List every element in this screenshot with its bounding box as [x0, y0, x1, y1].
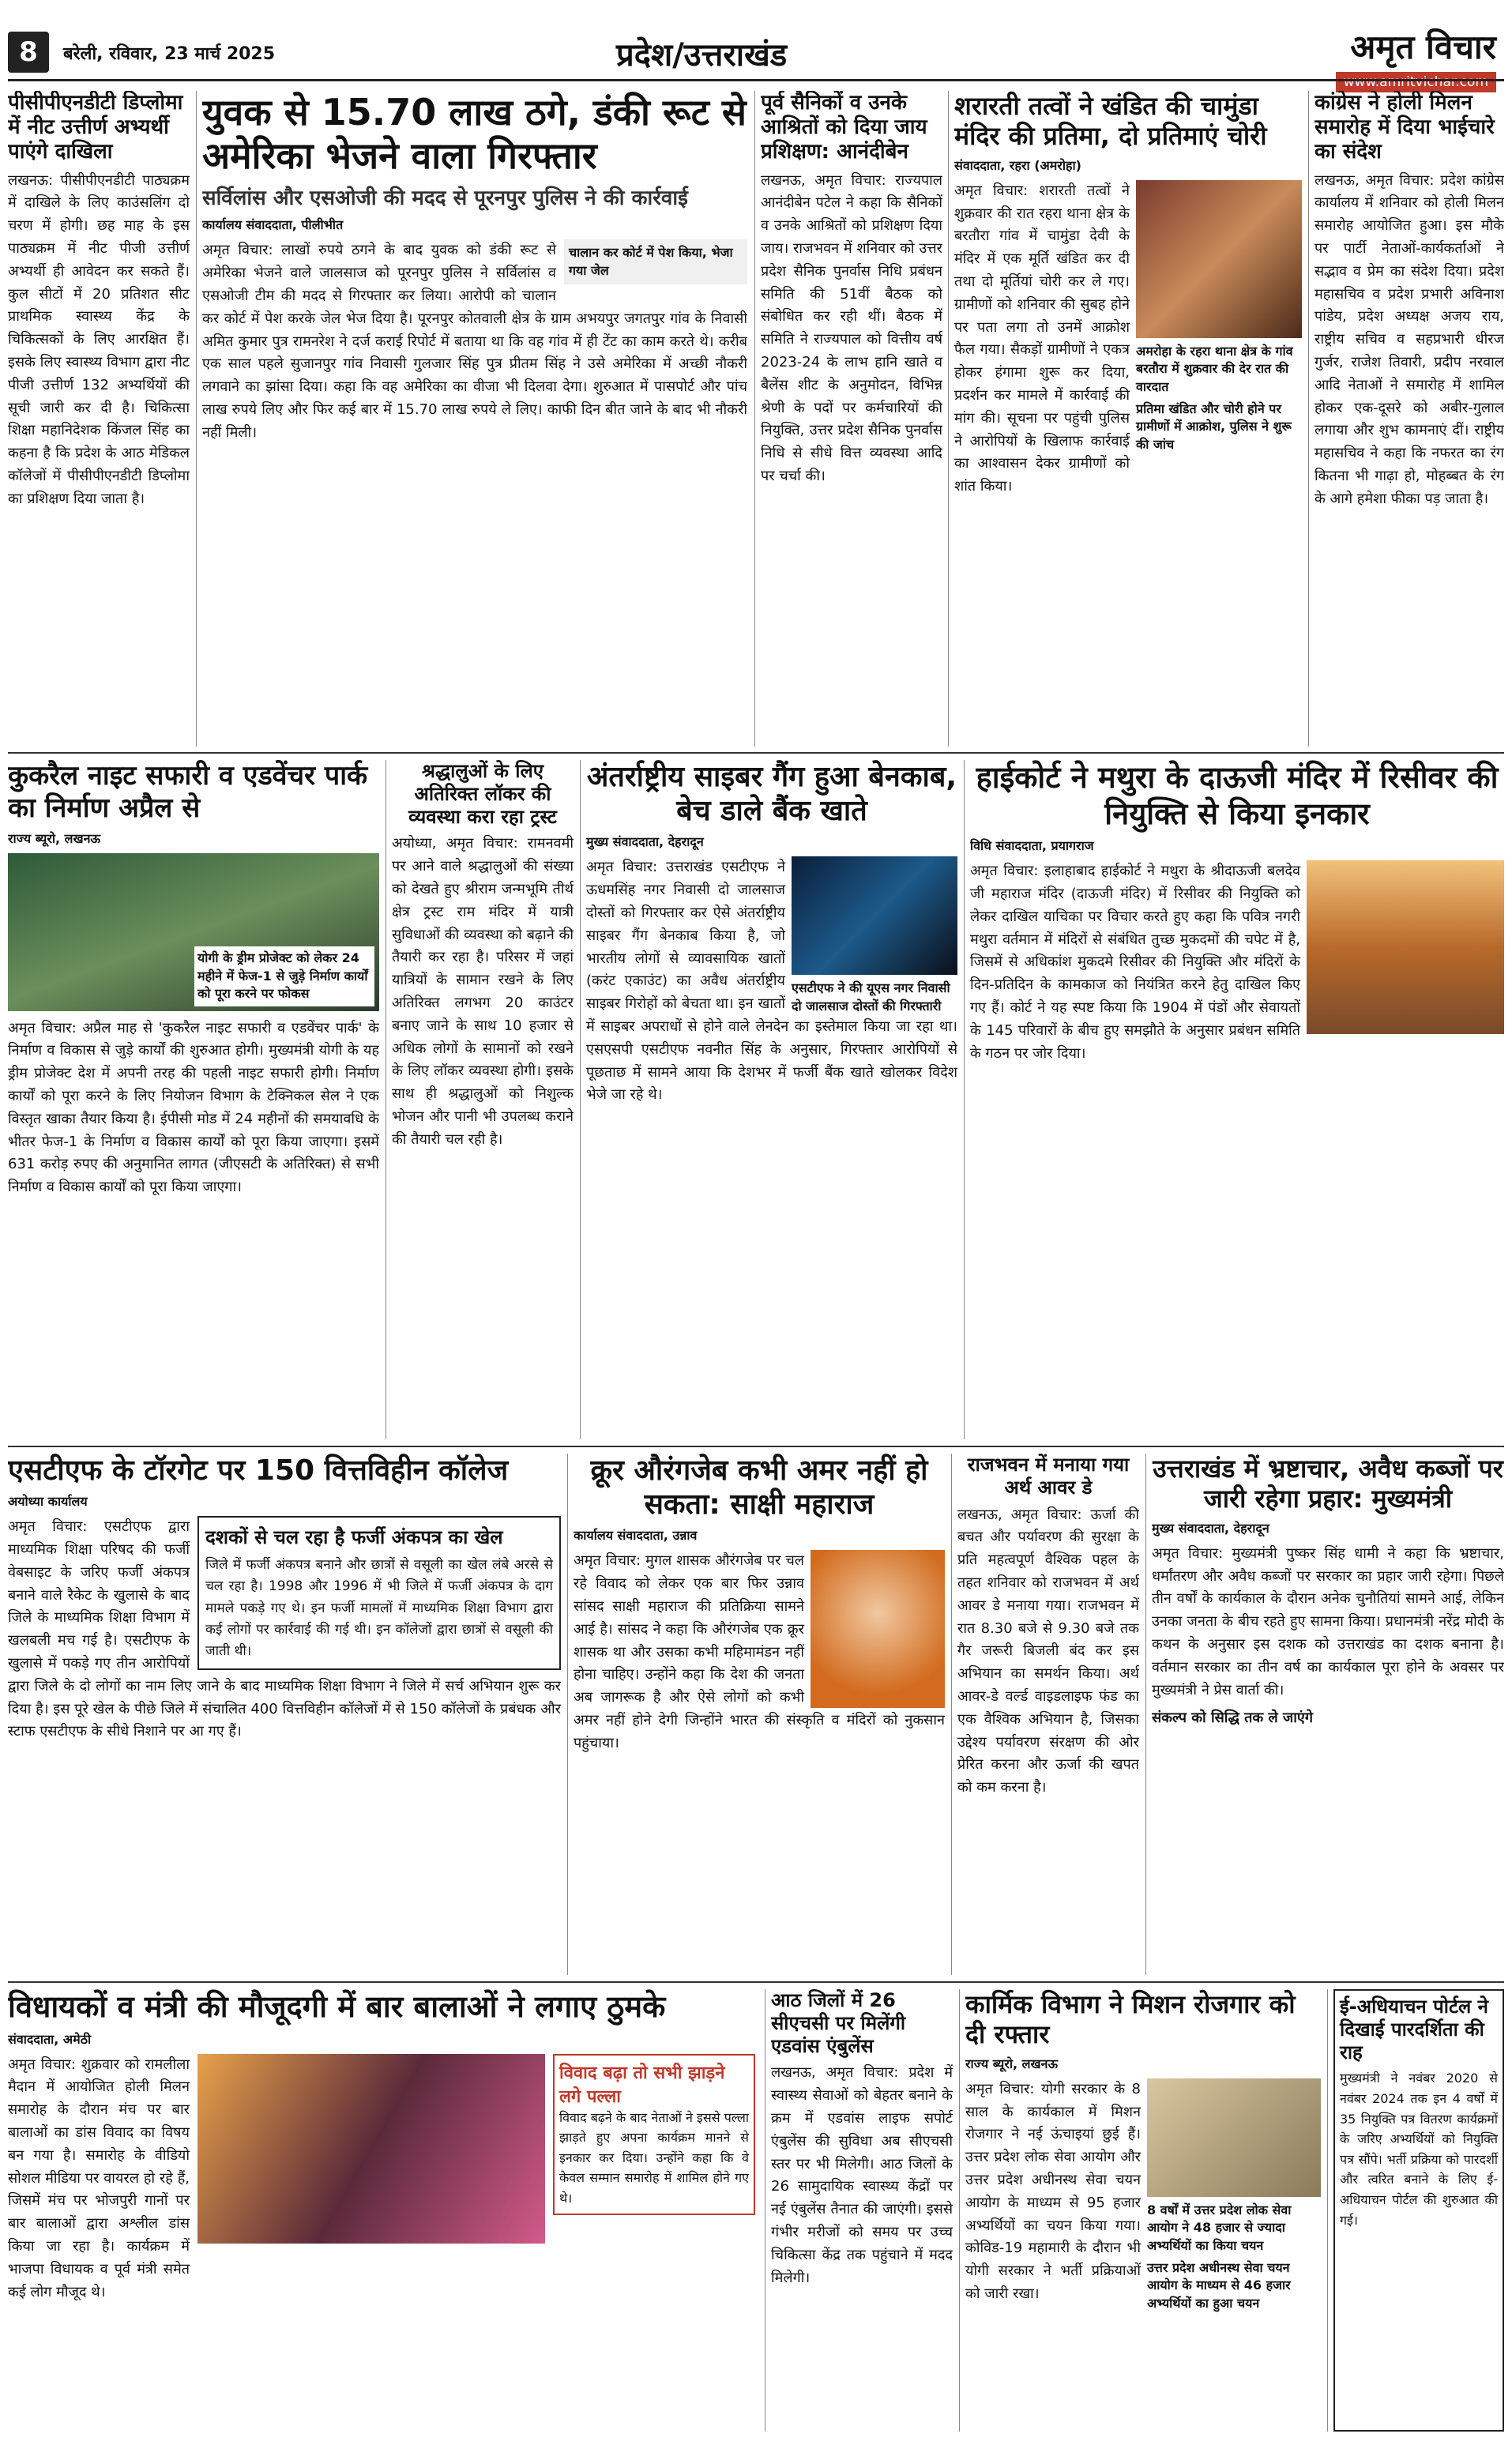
- box-body: विवाद बढ़ने के बाद नेताओं ने इससे पल्ला झाड़ते हुए अपना कार्यक्रम मानने से इनकार कर दिया। उन्होंने कहा कि वे केवल सम्मान समारोह में शामिल होने गए थे।: [559, 2109, 749, 2206]
- story-cyber: [586, 760, 957, 1439]
- story-trust: [392, 760, 574, 1439]
- photo-block: [1136, 180, 1302, 453]
- column-divider: [959, 1989, 960, 2432]
- headline: ई-अधियाचन पोर्टल ने दिखाई पारदर्शिता की राह: [1340, 1995, 1488, 2063]
- byline: कार्यालय संवाददाता, उन्नाव: [574, 1528, 698, 1544]
- byline: कार्यालय संवाददाता, पीलीभीत: [202, 217, 344, 233]
- story-body: अमृत विचार: मुगल शासक औरंगजेब पर चल रहे विवाद को लेकर एक बार फिर उन्नाव सांसद साक्षी महाराज की प्रतिक्रिया सामने आई है। सांसद ने कहा कि औरंगजेब एक क्रूर शासक था और उसका कभी महिमामंडन नहीं होना चाहिए। उन्होंने कहा कि देश की जनता अब जागरूक है और ऐसे लोगों को कभी अमर नहीं होने देगी जिन्होंने भारत की संस्कृति व मंदिरों को नुकसान पहुंचाया।: [574, 1552, 945, 1751]
- box-title: विवाद बढ़ा तो सभी झाड़ने लगे पल्ला: [559, 2063, 725, 2107]
- caption: एसटीएफ ने की यूएस नगर निवासी दो जालसाज दोस्तों की गिरफ्तारी: [792, 980, 950, 1014]
- brand-logo: अमृत विचार: [1350, 28, 1496, 66]
- story-earth-hour: [957, 1454, 1139, 1975]
- headline: राजभवन में मनाया गया अर्थ आवर डे: [967, 1454, 1130, 1499]
- column-divider: [580, 760, 581, 1439]
- story-kukrail: [8, 760, 379, 1439]
- byline: मुख्य संवाददाता, देहरादून: [1152, 1520, 1269, 1536]
- headline: एसटीएफ के टॉरगेट पर 150 वित्तविहीन कॉलेज: [8, 1454, 509, 1487]
- caption-box: [194, 946, 374, 1006]
- sidebar-box: [553, 2054, 755, 2215]
- column-divider: [1308, 91, 1309, 747]
- story-neet: [8, 91, 190, 747]
- story-body: अमृत विचार: इलाहाबाद हाईकोर्ट ने मथुरा के श्रीदाऊजी बलदेव जी महाराज मंदिर (दाऊजी मंदिर) में रिसीवर की नियुक्ति को लेकर दाखिल याचिका पर विचार करते हुए कहा कि पवित्र नगरी मथुरा वर्तमान में मंदिरों से संबंधित तुच्छ मुकदमों की चपेट में है, जिसमें से अधिकांश मुकदमे रिसीवर की नियुक्ति और मंदिरों के दिन-प्रतिदिन के कामकाज को नियंत्रित करने हेतु दाखिल किए गए हैं। कोर्ट ने यह स्पष्ट किया कि 1904 में पंडों और सेवायतों के 145 परिवारों के बीच हुए समझौते के अनुसार प्रबंधन समिति के गठन पर जोर दिया।: [970, 863, 1300, 1062]
- column-divider: [567, 1454, 568, 1975]
- story-body: अमृत विचार: मुख्यमंत्री पुष्कर सिंह धामी ने कहा कि भ्रष्टाचार, धर्मांतरण और अवैध कब्जों पर सरकार का प्रहार जारी रहेगा। पिछले तीन वर्षों के कार्यकाल के दौरान अनेक चुनौतियां सामने आई, लेकिन उनका जनता के बीच रहते हुए सामना किया। प्रधानमंत्री नरेंद्र मोदी के कथन के अनुसार इस दशक को उत्तराखंड का दशक बनाना है। वर्तमान सरकार का तीन वर्ष का कार्यकाल पूरा होने के अवसर पर मुख्यमंत्री ने प्रेस वार्ता की।: [1152, 1544, 1504, 1698]
- byline: संवाददाता, रहरा (अमरोहा): [954, 157, 1081, 173]
- headline: कार्मिक विभाग ने मिशन रोजगार को दी रफ्तार: [965, 1989, 1296, 2050]
- story-body: अमृत विचार: उत्तराखंड एसटीएफ ने ऊधमसिंह नगर निवासी दो जालसाज दोस्तों को गिरफ्तार कर ऐसे अंतर्राष्ट्रीय साइबर गैंग बेनकाब किया है, जो भारतीय लोगों से व्यावसायिक खातों (करंट एकाउंट) का अवैध अंतर्राष्ट्रीय साइबर गिरोहों को बेचता था। इन खातों में साइबर अपराधों से होने वाले लेनदेन का इस्तेमाल किया जा रहा था। एसएसपी एसटीएफ नवनीत सिंह के अनुसार, गिरफ्तार आरोपियों से पूछताछ में सामने आया कि देशभर में फर्जी बैंक खाते खोलकर विदेश भेजे जा रहे थे।: [586, 859, 957, 1104]
- story-fraud: [202, 91, 747, 747]
- dateline: बरेली, रविवार, 23 मार्च 2025: [63, 44, 276, 64]
- masthead: [1336, 24, 1496, 92]
- story-court: [970, 760, 1504, 1439]
- headline: कुकरैल नाइट सफारी व एडवेंचर पार्क का निर्माण अप्रैल से: [8, 760, 368, 824]
- byline: मुख्य संवाददाता, देहरादून: [586, 834, 704, 850]
- column-divider: [964, 760, 965, 1439]
- headline: हाईकोर्ट ने मथुरा के दाऊजी मंदिर में रिसीवर की नियुक्ति से किया इनकार: [976, 760, 1499, 831]
- story-holi: [1315, 91, 1504, 747]
- bullet: 8 वर्षों में उत्तर प्रदेश लोक सेवा आयोग ने 48 हजार से ज्यादा अभ्यर्थियों का किया चयन: [1147, 2202, 1292, 2253]
- site-url[interactable]: www.amritvichar.com: [1336, 72, 1496, 92]
- headline: विधायकों व मंत्री की मौजूदगी में बार बालाओं ने लगाए ठुमके: [8, 1989, 666, 2024]
- photo-block: [1147, 2078, 1321, 2312]
- headline: उत्तराखंड में भ्रष्टाचार, अवैध कब्जों पर जारी रहेगा प्रहार: मुख्यमंत्री: [1153, 1454, 1503, 1514]
- story-karmik: [965, 1989, 1321, 2432]
- column-divider: [196, 91, 197, 747]
- event-photo: [197, 2054, 545, 2244]
- story-body: लखनऊ, अमृत विचार: राज्यपाल आनंदीबेन पटेल ने कहा कि सैनिकों व उनके आश्रितों को प्रशिक्षण दिया जाय। राजभवन में शनिवार को उत्तर प्रदेश सैनिक पुनर्वास निधि प्रबंधन समिति की 51वीं बैठक को संबोधित कर रही थीं। बैठक में समिति ने राज्यपाल को वित्तीय वर्ष 2023-24 के लाभ हानि खाते व बैलेंस शीट के अनुमोदन, विभिन्न श्रेणी के पदों पर कर्मचारियों की नियुक्ति, उत्तर प्रदेश सैनिक पुनर्वास निधि से सीधे वित्त व्यवस्था आदि पर चर्चा की।: [761, 171, 942, 484]
- event-photo: [1147, 2078, 1321, 2197]
- story-aurangzeb: [574, 1454, 945, 1975]
- column-divider: [1327, 1989, 1328, 2432]
- story-body: मुख्यमंत्री ने नवंबर 2020 से नवंबर 2024 तक इन 4 वर्षों में 35 नियुक्ति पत्र वितरण कार्यक्रमों के जरिए अभ्यर्थियों को नियुक्ति पत्र सौंपे। भर्ती प्रक्रिया को पारदर्शी और त्वरित बनाने के लिए ई-अधियाचन पोर्टल की शुरुआत की गई।: [1340, 2071, 1498, 2228]
- row-divider: [8, 1981, 1504, 1983]
- page-number: 8: [8, 32, 49, 73]
- photo-block: [792, 856, 957, 1015]
- story-body: अमृत विचार: योगी सरकार के 8 साल के कार्यकाल में मिशन रोजगार ने नई ऊंचाइयां छुई हैं। उत्तर प्रदेश लोक सेवा आयोग और उत्तर प्रदेश अधीनस्थ सेवा चयन आयोग के माध्यम से 95 हजार अभ्यर्थियों का चयन किया गया। कोविड-19 महामारी के दौरान भी योगी सरकार ने भर्ती प्रक्रियाओं को जारी रखा।: [965, 2080, 1141, 2302]
- byline: संवाददाता, अमेठी: [8, 2031, 92, 2047]
- headline: पूर्व सैनिकों व उनके आश्रितों को दिया जाय प्रशिक्षण: आनंदीबेन: [761, 91, 927, 164]
- story-portal: [1333, 1989, 1504, 2432]
- column-divider: [1145, 1454, 1146, 1975]
- section-title: प्रदेश/उत्तराखंड: [616, 37, 788, 73]
- story-body: अमृत विचार: एसटीएफ द्वारा माध्यमिक शिक्षा परिषद की फर्जी वेबसाइट के जरिए फर्जी अंकपत्र बनाने वाले रैकेट के खुलासे के बाद जिले के माध्यमिक शिक्षा विभाग में खलबली मच गई है। एसटीएफ के खुलासे में पकड़े गए तीन आरोपियों द्वारा जिले के दो लोगों का नाम लिए जाने के बाद माध्यमिक शिक्षा विभाग ने जिले में सर्च अभियान शुरू कर दिया है। इस पूरे खेल के पीछे जिले में संचालित 400 वित्तविहीन कॉलेजों में से 150 कॉलेजों के प्रबंधक और स्टाफ एसटीएफ के सीधे निशाने पर आ गए हैं।: [8, 1518, 561, 1740]
- bullet: उत्तर प्रदेश अधीनस्थ सेवा चयन आयोग के माध्यम से 46 हजार अभ्यर्थियों का हुआ चयन: [1147, 2259, 1291, 2311]
- headline: युवक से 15.70 लाख ठगे, डंकी रूट से अमेरिका भेजने वाला गिरफ्तार: [202, 91, 747, 178]
- hacker-photo: [792, 856, 957, 975]
- headline: शरारती तत्वों ने खंडित की चामुंडा मंदिर की प्रतिमा, दो प्रतिमाएं चोरी: [954, 91, 1267, 152]
- story-chamunda: [954, 91, 1302, 747]
- story-ambulance: [771, 1989, 953, 2432]
- byline: राज्य ब्यूरो, लखनऊ: [965, 2056, 1059, 2071]
- caption: योगी के ड्रीम प्रोजेक्ट को लेकर 24 महीने में फेज-1 से जुड़े निर्माण कार्यों को पूरा करने पर फोकस: [197, 950, 368, 1002]
- headline: श्रद्धालुओं के लिए अतिरिक्त लॉकर की व्यवस्था करा रहा ट्रस्ट: [408, 760, 557, 828]
- row-divider: [8, 1446, 1504, 1447]
- temple-photo: [1136, 180, 1302, 338]
- box-title: दशकों से चल रहा है फर्जी अंकपत्र का खेल: [205, 1526, 503, 1549]
- story-body: लखनऊ, अमृत विचार: ऊर्जा की बचत और पर्यावरण की सुरक्षा के प्रति महत्वपूर्ण वैश्विक पहल के तहत शनिवार को राजभवन में अर्थ आवर डे मनाया गया। राजभवन में रात 8.30 बजे से 9.30 बजे तक गैर जरूरी बिजली बंद कर इस अभियान का समर्थन किया। अर्थ आवर-डे वर्ल्ड वाइडलाइफ फंड का एक वैश्विक अभियान है, जिसका उद्देश्य पर्यावरण संरक्षण की ओर प्रेरित करना और ऊर्जा की खपत को कम करना है।: [957, 1506, 1139, 1796]
- story-body: लखनऊ, अमृत विचार: प्रदेश में स्वास्थ्य सेवाओं को बेहतर बनाने के क्रम में एडवांस लाइफ सपोर्ट एंबुलेंस की सुविधा अब सीएचसी स्तर पर भी मिलेगी। आठ जिलों के 26 सामुदायिक स्वास्थ्य केंद्रों पर नई एंबुलेंस तैनात की जाएंगी। इससे गंभीर मरीजों को समय पर उच्च चिकित्सा केंद्र तक पहुंचाने में मदद मिलेगी।: [771, 2064, 953, 2286]
- safari-photo: [8, 853, 379, 1011]
- story-body: लखनऊ: पीसीपीएनडीटी पाठ्यक्रम में दाखिले के लिए काउंसलिंग दो चरण में होगी। छह माह के इस पाठ्यक्रम में नीट पीजी उत्तीर्ण अभ्यर्थी ही आवेदन कर सकते हैं। कुल सीटों में 20 प्रतिशत सीट प्राथमिक स्वास्थ्य केंद्र के चिकित्सकों के लिए आरक्षित हैं। इसके लिए स्वास्थ्य विभाग द्वारा नीट पीजी उत्तीर्ण 132 अभ्यर्थियों की सूची जारी कर दी है। चिकित्सा शिक्षा महानिदेशक किंजल सिंह का कहना है कि प्रदेश के आठ मेडिकल कॉलेजों में पीसीपीएनडीटी डिप्लोमा का प्रशिक्षण दिया जाता है।: [8, 171, 190, 507]
- story-stf: [8, 1454, 561, 1975]
- column-divider: [948, 91, 949, 747]
- story-body: अयोध्या, अमृत विचार: रामनवमी पर आने वाले श्रद्धालुओं की संख्या को देखते हुए श्रीराम जन्मभूमि तीर्थ क्षेत्र ट्रस्ट राम मंदिर में यात्री सुविधाओं की व्यवस्था को बढ़ाने की तैयारी कर रहा है। परिसर में जहां यात्रियों के सामान रखने के लिए अतिरिक्त लगभग 20 काउंटर बनाए जाने के साथ 10 हजार से अधिक लोगों के सामानों को रखने के लिए लॉकर व्यवस्था होगी। इसके साथ ही श्रद्धालुओं को निशुल्क भोजन और पानी भी उपलब्ध कराने की तैयारी चल रही है।: [392, 835, 574, 1148]
- headline: क्रूर औरंगजेब कभी अमर नहीं हो सकता: साक्षी महाराज: [590, 1454, 928, 1522]
- header-rule: [8, 79, 1504, 81]
- story-corruption: [1152, 1454, 1504, 1975]
- story-body: अमृत विचार: शरारती तत्वों ने शुक्रवार की रात रहरा थाना क्षेत्र के बरतौरा गांव में चामुंडा देवी के मंदिर में एक मूर्ति खंडित कर दी तथा दो मूर्तियां चोरी कर ले गए। ग्रामीणों को शनिवार की सुबह होने पर पता लगा तो उनमें आक्रोश फैल गया। सैकड़ों ग्रामीणों ने एकत्र होकर हंगामा शुरू कर दिया, प्रदर्शन कर मामले में कार्रवाई की मांग की। सूचना पर पहुंची पुलिस ने आरोपियों के खिलाफ कार्रवाई का आश्वासन देकर ग्रामीणों को शांत किया।: [954, 182, 1130, 495]
- col-1: [8, 2054, 190, 2304]
- story-body: लखनऊ, अमृत विचार: प्रदेश कांग्रेस कार्यालय में शनिवार को होली मिलन समारोह आयोजित हुआ। इस मौके पर पार्टी नेताओं-कार्यकर्ताओं ने सद्भाव व प्रेम का संदेश दिया। प्रदेश महासचिव व प्रदेश प्रभारी अविनाश पांडेय, प्रदेश अध्यक्ष अजय राय, राष्ट्रीय सचिव व सहप्रभारी धीरज गुर्जर, राजेश तिवारी, प्रदीप नरवाल आदि नेताओं ने समारोह में शामिल होकर एक-दूसरे को अबीर-गुलाल लगाया और शुभ कामनाएं दीं। राष्ट्रीय महासचिव ने कहा कि नफरत का रंग कितना भी गाढ़ा हो, मोहब्बत के रंग के आगे हमेशा फीका पड़ जाता है।: [1315, 171, 1504, 507]
- column-divider: [754, 91, 755, 747]
- story-body: अमृत विचार: लाखों रुपये ठगने के बाद युवक को डंकी रूट से अमेरिका भेजने वाले जालसाज को पूरनपुर पुलिस ने सर्विलांस व एसओजी टीम की मदद से गिरफ्तार कर लिया। आरोपी को चालान कर कोर्ट में पेश करके जेल भेज दिया है। पूरनपुर कोतवाली क्षेत्र के ग्राम अभयपुर जगतपुर गांव के निवासी अमित कुमार पुत्र रामनरेश ने दर्ज कराई रिपोर्ट में बताया था कि वह गांव में ही टेंट का काम करते थे। करीब एक साल पहले सुजानपुर गांव निवासी गुलजार सिंह पुत्र प्रीतम सिंह ने उसे अमेरिका में अच्छी नौकरी लगवाने का झांसा दिया। कहा कि वह अमेरिका का वीजा भी दिलवा देगा। शुरुआत में पासपोर्ट और पांच लाख रुपये लिए और फिर कई बार में 15.70 लाख रुपये ले लिए। काफी दिन बीत जाने के बाद भी नौकरी नहीं मिली।: [202, 242, 747, 441]
- temple-photo: [1307, 860, 1504, 1034]
- row-divider: [8, 752, 1504, 754]
- caption-box: [564, 239, 747, 284]
- story-bar-dancers: [8, 1989, 758, 2432]
- story-sainik: [761, 91, 942, 747]
- headline: आठ जिलों में 26 सीएचसी पर मिलेंगी एडवांस एंबुलेंस: [771, 1989, 906, 2057]
- story-body: अमृत विचार: अप्रैल माह से 'कुकरैल नाइट सफारी व एडवेंचर पार्क' के निर्माण व विकास से जुड़े कार्यों की शुरुआत होगी। मुख्यमंत्री योगी के यह ड्रीम प्रोजेक्ट देश में अपनी तरह की पहली नाइट सफारी होगी। निर्माण कार्यों को पूरा करने के लिए नियोजन विभाग के टेक्निकल सेल ने एक विस्तृत खाका तैयार किया है। ईपीसी मोड में 24 महीनों की समयावधि के भीतर फेज-1 के निर्माण व विकास कार्यों को पूरा किया जाएगा। इसमें 631 करोड़ रुपए की अनुमानित लागत (जीएसटी के अतिरिक्त) से सभी निर्माण व विकास कार्यों को पूरा किया जाएगा।: [8, 1019, 379, 1196]
- subheading: संकल्प को सिद्धि तक ले जाएंगे: [1152, 1710, 1314, 1727]
- byline: अयोध्या कार्यालय: [8, 1494, 88, 1510]
- headline: कांग्रेस ने होली मिलन समारोह में दिया भाईचारे का संदेश: [1315, 91, 1495, 164]
- portrait-photo: [811, 1550, 945, 1708]
- subheadline: सर्विलांस और एसओजी की मदद से पूरनपुर पुलिस ने की कार्रवाई: [202, 186, 688, 211]
- box-body: जिले में फर्जी अंकपत्र बनाने और छात्रों से वसूली का खेल लंबे अरसे से चल रहा है। 1998 और 1996 में भी जिले में फर्जी अंकपत्र के दाग मामले पकड़े गए थे। इन फर्जी मामलों में माध्यमिक शिक्षा विभाग द्वारा कई लोगों पर कार्रवाई की गई थी। इन कॉलेजों द्वारा छात्रों से वसूली की जाती थी।: [205, 1557, 553, 1659]
- bullet: अमरोहा के रहरा थाना क्षेत्र के गांव बरतौरा में शुक्रवार की देर रात की वारदात: [1136, 343, 1293, 394]
- sidebar-box: [197, 1516, 561, 1670]
- headline: पीसीपीएनडीटी डिप्लोमा में नीट उत्तीर्ण अभ्यर्थी पाएंगे दाखिला: [8, 91, 183, 164]
- story-body: अमृत विचार: शुक्रवार को रामलीला मैदान में आयोजित होली मिलन समारोह के दौरान मंच पर बार बालाओं का डांस विवाद का विषय बन गया है। समारोह के वीडियो सोशल मीडिया पर वायरल हो रहे हैं, जिसमें मंच पर भोजपुरी गानों पर बार बालाओं द्वारा अश्लील डांस किया जा रहा है। कार्यक्रम में भाजपा विधायक व पूर्व मंत्री समेत कई लोग मौजूद थे।: [8, 2056, 190, 2300]
- byline: राज्य ब्यूरो, लखनऊ: [8, 830, 101, 846]
- byline: विधि संवाददाता, प्रयागराज: [970, 838, 1094, 854]
- bullet: प्रतिमा खंडित और चोरी होने पर ग्रामीणों में आक्रोश, पुलिस ने शुरू की जांच: [1136, 401, 1292, 452]
- caption: चालान कर कोर्ट में पेश किया, भेजा गया जेल: [569, 245, 733, 278]
- headline: अंतर्राष्ट्रीय साइबर गैंग हुआ बेनकाब, बेच डाले बैंक खाते: [586, 761, 957, 828]
- column-divider: [951, 1454, 952, 1975]
